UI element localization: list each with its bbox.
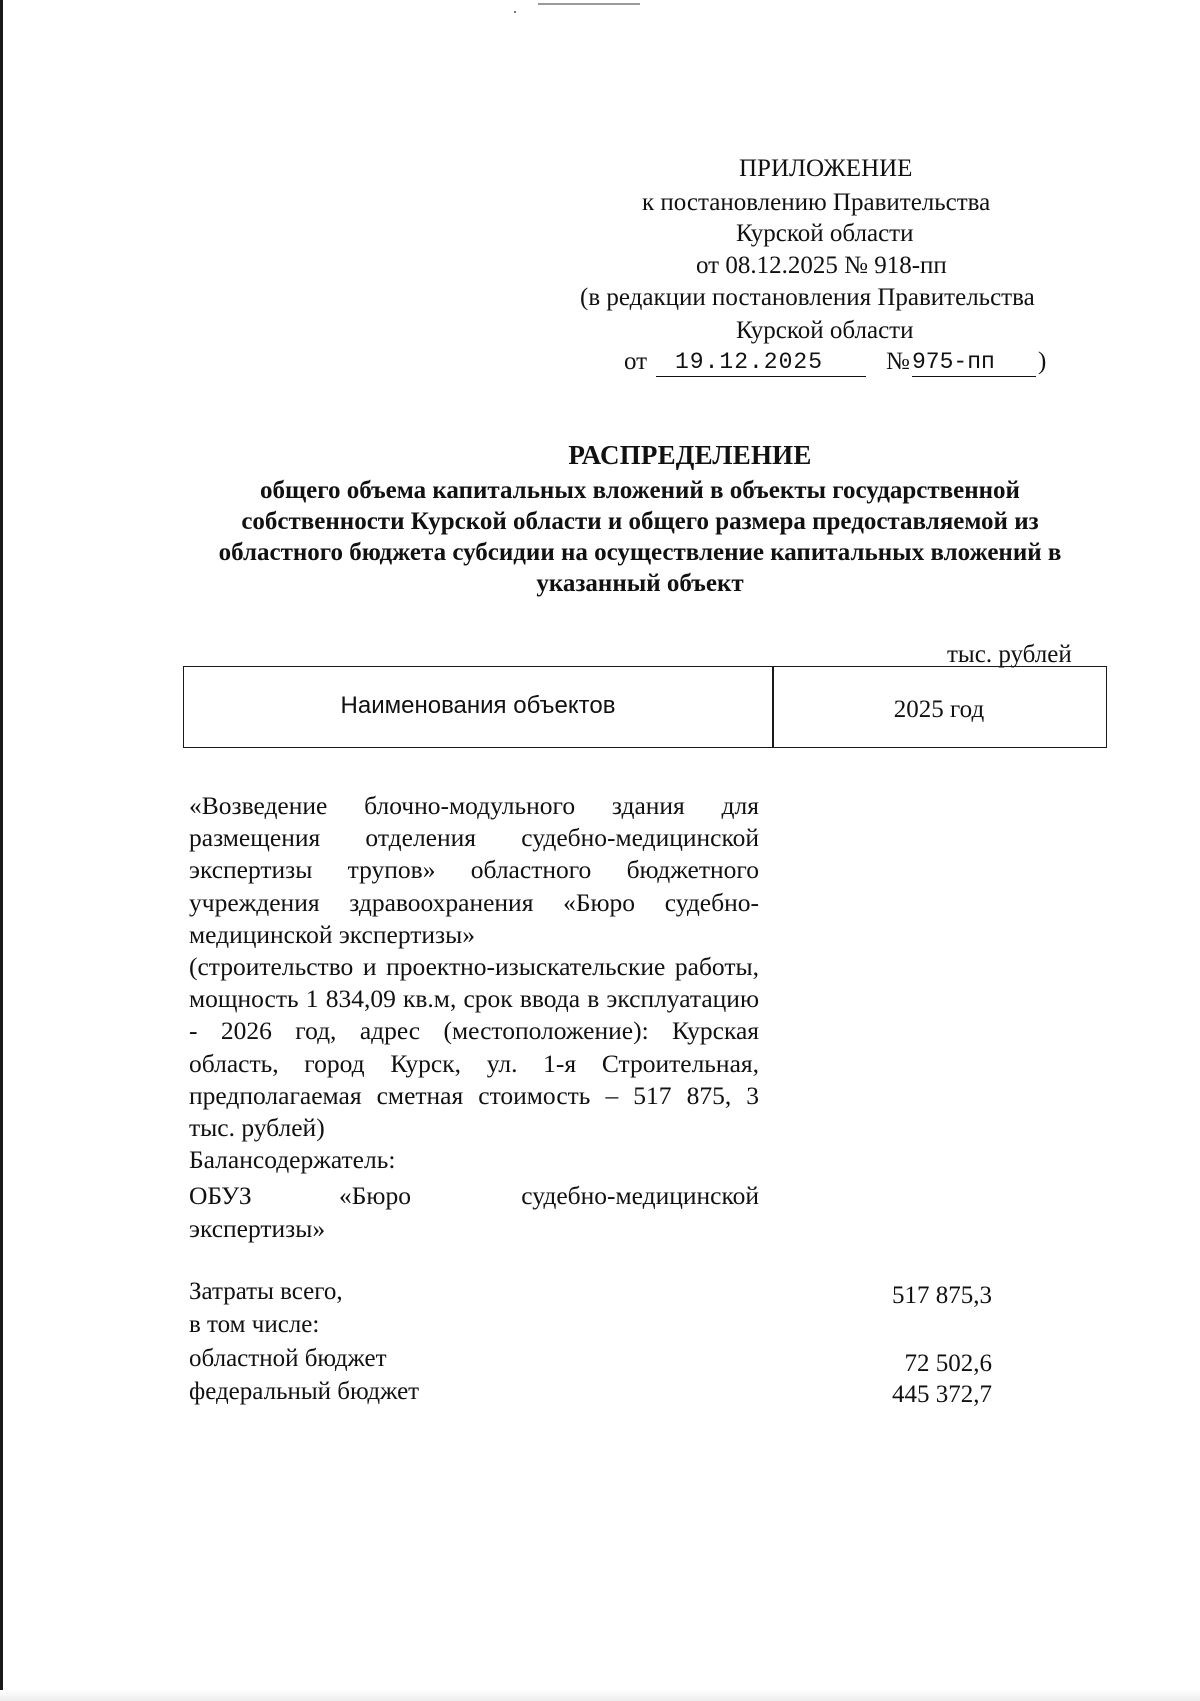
close-paren: ) [1038, 348, 1047, 375]
balance-holder-part-1: ОБУЗ [189, 1181, 252, 1210]
appendix-line-amendment: (в редакции постановления Правительства [580, 284, 1035, 311]
date-prefix: от [624, 348, 648, 375]
appendix-title: ПРИЛОЖЕНИЕ [739, 155, 913, 182]
scan-edge-bottom [0, 1690, 1200, 1701]
balance-holder-label: Балансодержатель: [189, 1145, 396, 1175]
document-subtitle: общего объема капитальных вложений в объекты государственной собственности Курской области и общего размера предоставляемой из областного бюджета субсидии на осуществление капитальных вложений в указанный объект [218, 477, 1062, 597]
units-label: тыс. рублей [947, 641, 1072, 668]
cost-including-label: в том числе: [189, 1311, 320, 1338]
column-header-year: 2025 год [893, 696, 985, 723]
appendix-line-region: Курской области [736, 220, 914, 247]
object-description [189, 790, 759, 1176]
scan-dot [514, 11, 516, 13]
cost-total-value: 517 875,3 [892, 1282, 992, 1309]
cost-regional-value: 72 502,6 [904, 1350, 992, 1377]
number-sign: № [886, 348, 910, 375]
object-details: (строительство и проектно-изыскательские работы, мощность 1 834,09 кв.м, срок ввода в эксплуатацию - 2026 год, адрес (местоположение): Курская область, город Курск, ул. 1-я Строительная, предполагаемая сметная стоимость – 517 875, 3 тыс. рублей) [189, 952, 759, 1143]
scan-edge-top [538, 3, 640, 5]
table-header [183, 666, 1107, 748]
cost-federal-label: федеральный бюджет [189, 1378, 420, 1405]
scan-edge-left [0, 0, 3, 1701]
column-header-name: Наименования объектов [340, 692, 616, 719]
object-name: «Возведение блочно-модульного здания для размещения отделения судебно-медицинской экспертизы трупов» областного бюджетного учреждения здравоохранения «Бюро судебно-медицинской экспертизы» [189, 791, 759, 949]
cost-federal-value: 445 372,7 [892, 1381, 992, 1408]
appendix-line-resolution: к постановлению Правительства [642, 189, 991, 216]
document-title: РАСПРЕДЕЛЕНИЕ [568, 440, 812, 470]
cost-total-label: Затраты всего, [189, 1278, 343, 1305]
amendment-date-field: 19.12.2025 [656, 347, 866, 377]
amendment-number-field: 975-пп [912, 347, 1036, 377]
balance-holder-part-4: экспертизы» [189, 1214, 326, 1243]
cost-regional-label: областной бюджет [189, 1345, 387, 1372]
balance-holder-part-2: «Бюро [339, 1181, 411, 1210]
appendix-line-region-2: Курской области [736, 317, 914, 344]
appendix-line-original-date: от 08.12.2025 № 918-пп [696, 252, 947, 279]
balance-holder-part-3: судебно-медицинской [521, 1181, 759, 1210]
